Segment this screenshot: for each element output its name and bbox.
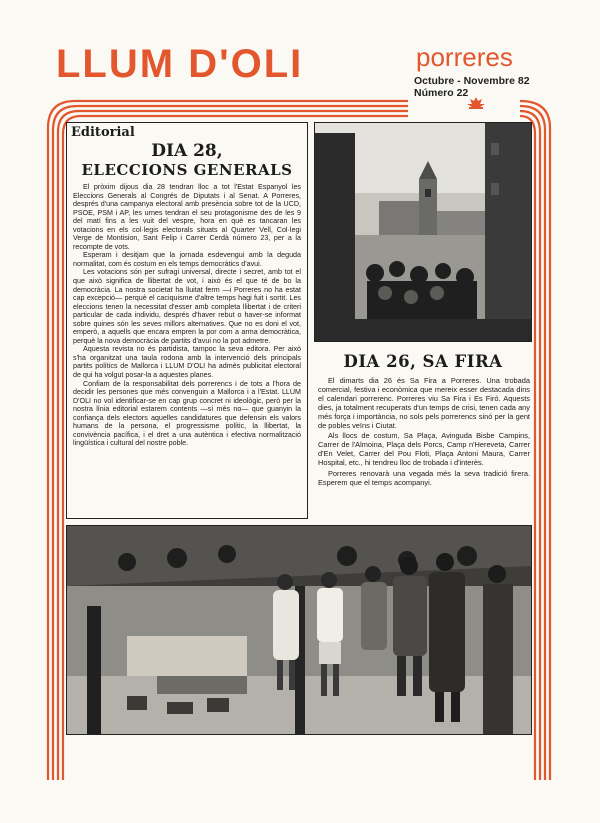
editorial-paragraph: Les votacions són per sufragi universal, directe i secret, amb tot el que això significa de llibertat de vot, i això és el que té de bo la democràcia. La nostra societat ha lluitat ferm —i Porreres no ha estat cap excepció— perquè el caciquisme d'altre temps hagi fuit i sortit. Les eleccions tenen la necessitat d'esser amb completa llibertat i de criteri particular de cada individu, després d'haver rebut o haver-se informat sobre quines són les seves millors alternatives. Que no es doni el vot, emperò, a aquells que encara empren la por com a arma democràtica, perquè la nova democràcia de partits d'avui no la pot admetre. bbox=[73, 268, 301, 345]
issue-date: Octubre - Novembre 82 bbox=[414, 75, 530, 87]
town-square-photo bbox=[314, 122, 532, 342]
market-crowd-photo-icon bbox=[67, 526, 531, 734]
issue-number: Número 22 bbox=[414, 87, 469, 99]
fira-paragraph: Als llocs de costum, Sa Plaça, Avinguda Bisbe Campins, Carrer de l'Almoina, Plaça dels Porcs, Camp n'Hereveta, Carrer d'En Velet, Carrer del Pou Floti, Plaça Antoni Maura, Carrer Hospital, etc., hi tendreu lloc de trobada i d'interès. bbox=[318, 431, 530, 468]
fira-title: DIA 26, SA FIRA bbox=[343, 352, 503, 371]
emblem-icon bbox=[465, 96, 487, 110]
town-square-photo-icon bbox=[315, 123, 531, 341]
masthead-town: porreres bbox=[416, 42, 513, 72]
editorial-paragraph: Esperam i desitjam que la jornada esdevengui amb la deguda normalitat, com és costum en els temps democràtics d'avui. bbox=[73, 251, 301, 268]
editorial-paragraph: El pròxim dijous dia 28 tendran lloc a tot l'Estat Espanyol les Eleccions Generals al Congrés de Diputats i al Senat. A Porreres, després d'una campanya electoral amb presència sobre tot de la UCD, PSOE, PSM i AP, les urnes tendran el seu protagonisme des de les 9 del matí fins a les vuit del vespre, hora en què es tancaran les votacions en els col·legis electorals situats al Quarter Vell, Col·legi Verge de Montision, Sant Felip i Carrer Cerdà número 23, per a la recompte de vots. bbox=[73, 183, 301, 251]
masthead-title: LLUM D'OLI bbox=[56, 42, 304, 86]
editorial-box bbox=[66, 122, 308, 519]
editorial-title-line1: DIA 28, bbox=[151, 141, 223, 161]
market-crowd-photo bbox=[66, 525, 532, 735]
fira-body bbox=[318, 377, 530, 490]
editorial-body bbox=[73, 183, 301, 448]
editorial-tag: Editorial bbox=[71, 125, 135, 140]
fira-paragraph: El dimarts dia 26 és Sa Fira a Porreres. Una trobada comercial, festiva i econòmica que mereix esser destacada dins el calendari porrerenc. Porreres viu Sa Fira i Es Firó. Aquests dies, ja totalment recuperats d'un temps de crisi, tenen cada any més força i importància, no sols pels porrerencs sinó per la gent de pobles veïns i Ciutat. bbox=[318, 376, 530, 430]
editorial-paragraph: Confiam de la responsabilitat dels porrerencs i de tots a l'hora de decidir les persones que més convenguin a Mallorca i a l'Estat. LLUM D'OLI no vol identificar-se en cap grup concret ni ideològic, però per la nostra línia editorial estarem contents —sí més no— que guanyin la confiança dels electors aquelles candidatures que defensin els valors humans de la persona, el progressisme polític, la llibertat, la convivència pacífica, i el dret a una autèntica i efectiva normalització lingüística i cultural del nostre poble. bbox=[73, 379, 301, 448]
fira-paragraph: Porreres renovarà una vegada més la seva tradició firera. Esperem que el temps acompanyi. bbox=[318, 469, 530, 487]
editorial-paragraph: Aquesta revista no és partidista, tampoc la seva editora. Per això s'ha organitzat una taula rodona amb la intervenció dels principals partits polítics de Mallorca i LLUM D'OLI ha admès publicitat electoral de qui ha volgut posar-la a aquestes planes. bbox=[73, 345, 301, 380]
editorial-title-line2: ELECCIONS GENERALS bbox=[81, 161, 293, 179]
